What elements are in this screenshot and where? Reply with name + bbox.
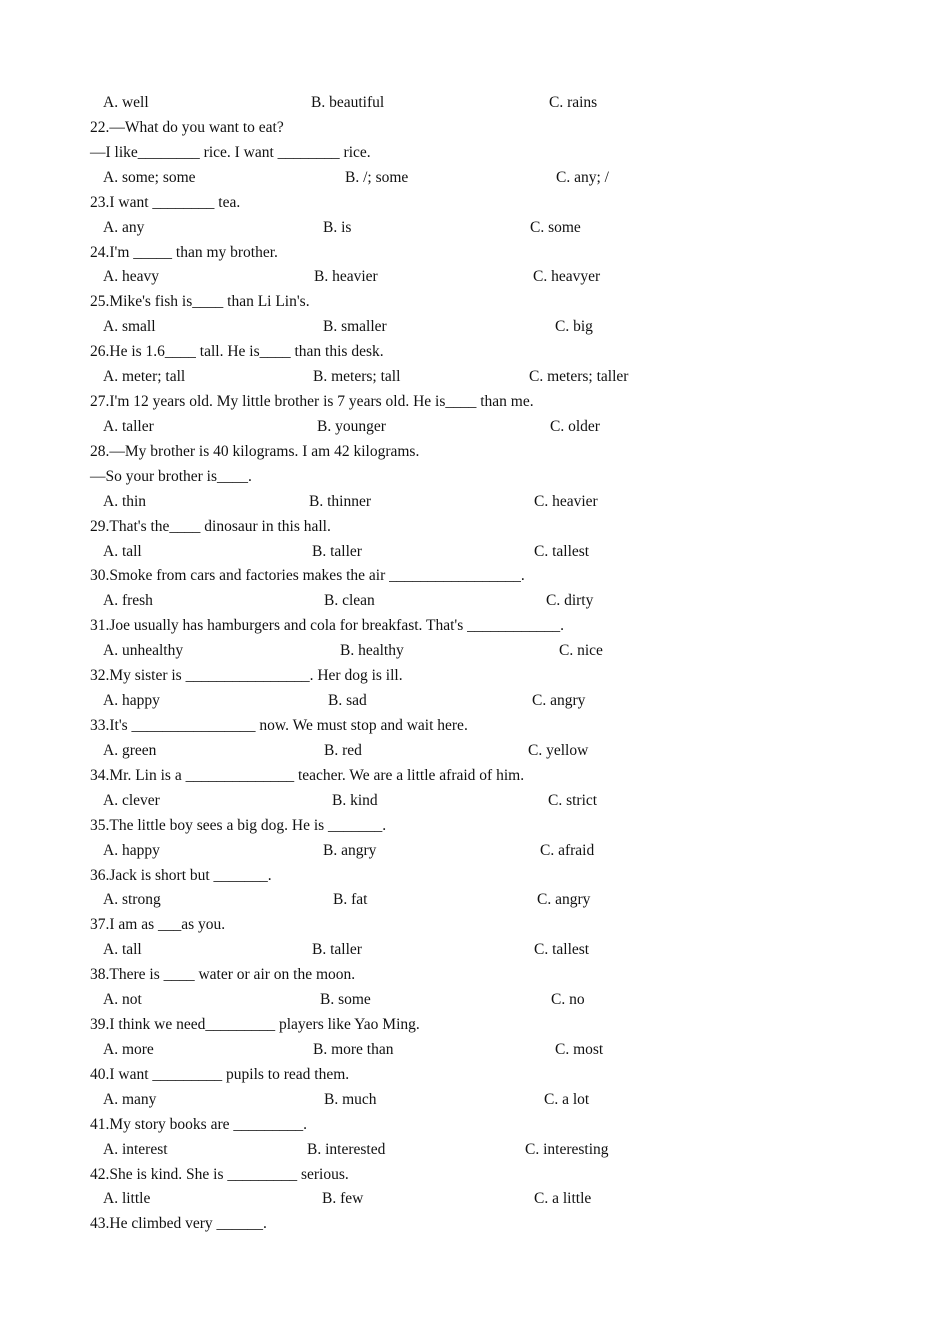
- question-text: 30.Smoke from cars and factories makes the air _________________.: [90, 567, 525, 585]
- option-c: C. a lot: [544, 1090, 590, 1108]
- question-text: 26.He is 1.6____ tall. He is____ than this desk.: [90, 343, 384, 361]
- option-b: B. sad: [328, 692, 367, 710]
- option-b: B. beautiful: [311, 94, 385, 111]
- option-b: B. some: [320, 991, 371, 1009]
- option-a: A. heavy: [103, 268, 159, 286]
- option-b: B. meters; tall: [313, 368, 401, 386]
- option-a: A. tall: [103, 941, 142, 959]
- option-c: C. interesting: [525, 1140, 609, 1158]
- option-b: B. angry: [323, 841, 377, 859]
- question-text: 34.Mr. Lin is a ______________ teacher. We are a little afraid of him.: [90, 766, 525, 784]
- question-text: 24.I'm _____ than my brother.: [90, 243, 278, 261]
- option-b: B. red: [324, 741, 362, 759]
- option-c: C. rains: [549, 94, 598, 111]
- question-text: 33.It's ________________ now. We must stop and wait here.: [90, 717, 468, 734]
- option-b: B. clean: [324, 592, 375, 610]
- option-a: A. taller: [103, 417, 154, 435]
- question-text: 43.He climbed very ______.: [90, 1215, 267, 1233]
- option-a: A. interest: [103, 1140, 168, 1158]
- option-b: B. healthy: [340, 642, 404, 660]
- question-text: 32.My sister is ________________. Her dog is ill.: [90, 667, 403, 685]
- option-b: B. taller: [312, 941, 362, 959]
- option-c: C. yellow: [528, 741, 589, 759]
- option-c: C. nice: [559, 642, 603, 660]
- question-text: 39.I think we need_________ players like Yao Ming.: [90, 1016, 420, 1034]
- option-c: C. angry: [537, 891, 591, 909]
- option-c: C. most: [555, 1040, 604, 1058]
- option-a: A. tall: [103, 542, 142, 560]
- option-a: A. clever: [103, 791, 160, 809]
- option-a: A. happy: [103, 692, 160, 710]
- question-text: 36.Jack is short but _______.: [90, 866, 272, 884]
- option-b: B. /; some: [345, 168, 409, 186]
- option-c: C. angry: [532, 692, 586, 710]
- option-a: A. little: [103, 1190, 151, 1208]
- option-c: C. some: [530, 218, 581, 236]
- option-b: B. much: [324, 1090, 377, 1108]
- option-b: B. thinner: [309, 492, 371, 510]
- option-a: A. some; some: [103, 168, 196, 186]
- question-text: 22.—What do you want to eat?: [90, 118, 284, 136]
- question-text: 28.—My brother is 40 kilograms. I am 42 kilograms.: [90, 442, 420, 460]
- option-c: C. older: [550, 417, 600, 435]
- option-b: B. heavier: [314, 268, 378, 286]
- option-a: A. any: [103, 218, 145, 236]
- option-a: A. strong: [103, 891, 161, 909]
- option-a: A. small: [103, 318, 156, 336]
- option-c: C. a little: [534, 1190, 592, 1208]
- question-text: 42.She is kind. She is _________ serious.: [90, 1165, 349, 1183]
- option-a: A. many: [103, 1090, 157, 1108]
- option-c: C. tallest: [534, 542, 590, 560]
- option-a: A. unhealthy: [103, 642, 184, 660]
- question-text: 27.I'm 12 years old. My little brother is 7 years old. He is____ than me.: [90, 393, 534, 411]
- option-b: B. more than: [313, 1040, 394, 1058]
- question-text: 25.Mike's fish is____ than Li Lin's.: [90, 293, 310, 311]
- option-c: C. big: [555, 318, 593, 336]
- option-c: C. heavier: [534, 492, 598, 510]
- option-b: B. is: [323, 218, 352, 236]
- option-b: B. few: [322, 1190, 364, 1208]
- option-a: A. meter; tall: [103, 368, 186, 386]
- question-text: —So your brother is____.: [90, 467, 252, 485]
- option-a: A. more: [103, 1040, 154, 1058]
- option-b: B. fat: [333, 891, 368, 909]
- option-a: A. well: [103, 94, 149, 111]
- option-a: A. thin: [103, 492, 147, 510]
- question-text: 31.Joe usually has hamburgers and cola for breakfast. That's ____________.: [90, 617, 565, 635]
- option-b: B. interested: [307, 1140, 386, 1158]
- option-a: A. not: [103, 991, 142, 1009]
- question-text: 35.The little boy sees a big dog. He is _______.: [90, 816, 387, 834]
- question-text: —I like________ rice. I want ________ rice.: [90, 143, 371, 161]
- option-a: A. fresh: [103, 592, 153, 610]
- option-c: C. meters; taller: [529, 368, 629, 386]
- option-c: C. afraid: [540, 841, 595, 859]
- option-b: B. younger: [317, 417, 386, 435]
- option-c: C. tallest: [534, 941, 590, 959]
- option-a: A. happy: [103, 841, 160, 859]
- option-c: C. strict: [548, 791, 598, 809]
- question-text: 40.I want _________ pupils to read them.: [90, 1065, 350, 1083]
- question-text: 38.There is ____ water or air on the moon.: [90, 966, 356, 984]
- question-text: 23.I want ________ tea.: [90, 193, 241, 211]
- option-c: C. heavyer: [533, 268, 601, 286]
- question-text: 37.I am as ___as you.: [90, 916, 226, 934]
- option-b: B. smaller: [323, 318, 387, 336]
- question-text: 41.My story books are _________.: [90, 1115, 307, 1133]
- option-a: A. green: [103, 741, 157, 759]
- question-text: 29.That's the____ dinosaur in this hall.: [90, 517, 331, 535]
- option-c: C. no: [551, 991, 585, 1009]
- option-b: B. kind: [332, 791, 378, 809]
- option-c: C. any; /: [556, 168, 609, 186]
- option-b: B. taller: [312, 542, 362, 560]
- option-c: C. dirty: [546, 592, 594, 610]
